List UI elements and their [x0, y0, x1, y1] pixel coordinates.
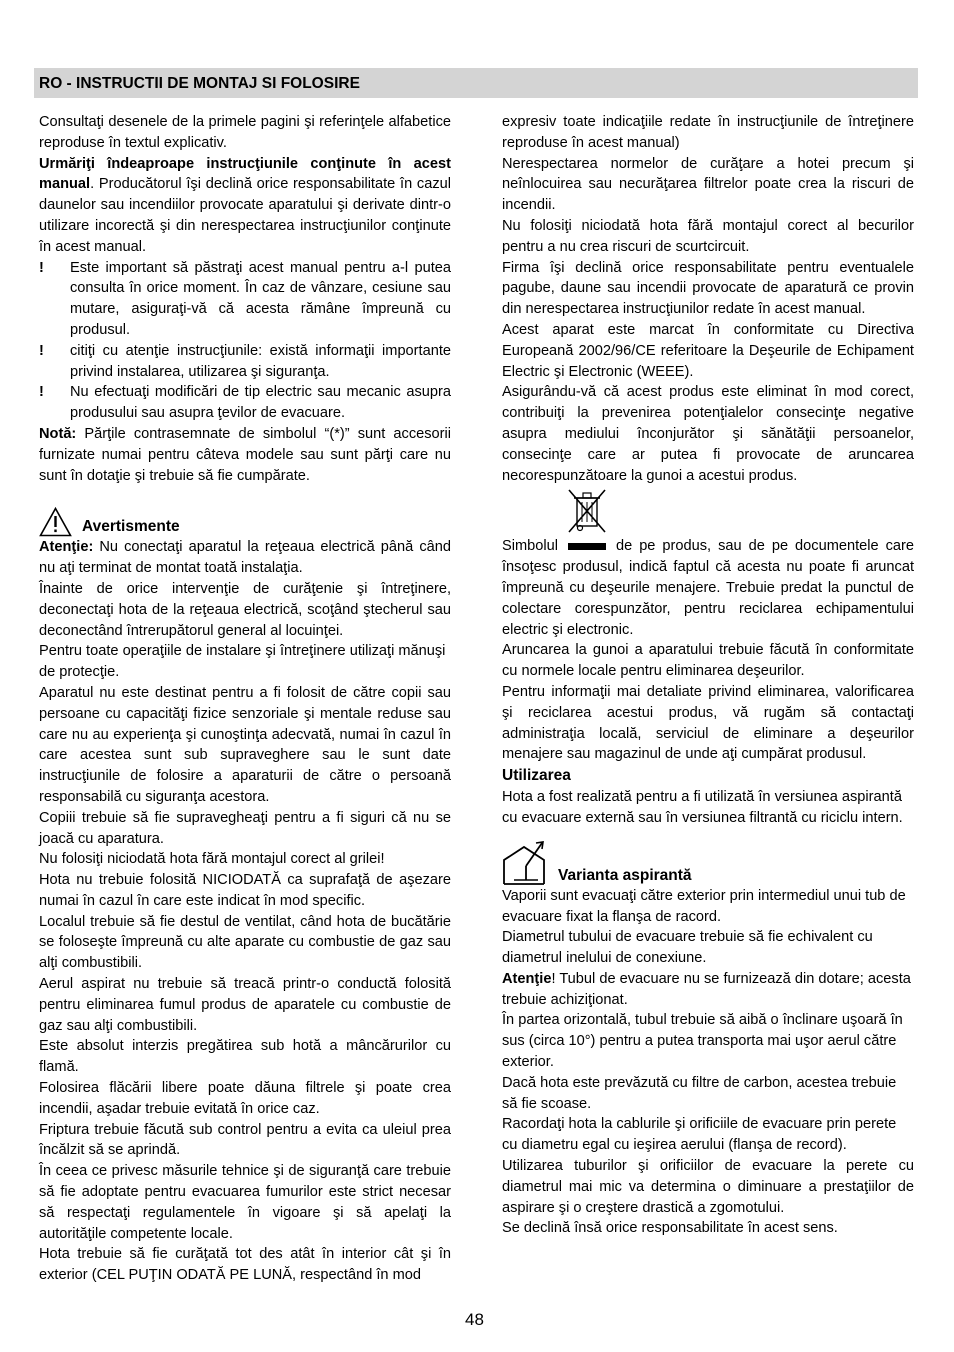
exclamation-bullet: ! — [39, 384, 44, 401]
ventilation-paragraph: Localul trebuie să fie destul de ventilat, când hota de bucătărie se foloseşte împreună cu alte aparate cu combustie de gaz sau alţi combustibili. — [39, 913, 451, 972]
attention-text: Nu conectaţi aparatul la reţeaua electrică până când nu aţi terminat de montat toată instalaţia. — [39, 539, 451, 577]
disposal-benefit-paragraph: Asigurându-vă că acest produs este eliminat în mod corect, contribuiţi la prevenirea potenţialelor consecinţe negative asupra mediului înconjurător şi sănătăţii persoanelor, consecinţe care ar putea fi provocate de aruncarea necorespunzătoare la gunoi a acestui produs. — [502, 384, 914, 484]
attention-label: Atenţie: — [39, 539, 94, 556]
flambe-paragraph: Este absolut interzis pregătirea sub hotă a mâncărurilor cu flamă. — [39, 1038, 451, 1076]
horizontal-paragraph: În partea orizontală, tubul trebuie să aibă o înclinare uşoară în sus (circa 10°) pentru a putea transporta mai uşor aerul către exterior. — [502, 1012, 903, 1071]
continued-paragraph: expresiv toate indicaţiile redate în instrucţiunile de întreţinere reproduse în acest manual) — [502, 114, 914, 151]
symbol-text: de pe produs, sau de pe documentele care însoţesc produsul, indică faptul că acesta nu poate fi aruncat împreună cu deşeurile menajere. Trebuie predat la punctul de colectare corespunzător, pentru reciclarea echipamentului electric şi electronic. — [502, 538, 914, 638]
aspirant-heading: Varianta aspirantă — [558, 866, 692, 884]
hygiene-paragraph: Nerespectarea normelor de curăţare a hotei precum şi neînlocuirea sau necurăţarea filtrelor poate crea la riscuri de incendii. — [502, 155, 914, 214]
follow-instructions-paragraph — [39, 154, 451, 258]
aspirant-heading-row — [502, 841, 914, 886]
page-number: 48 — [465, 1310, 484, 1329]
connect-paragraph: Racordaţi hota la cablurile şi orificiile de evacuare prin perete cu diametru egal cu ieşirea aerului (flanşa de record). — [502, 1116, 897, 1154]
warning-triangle-icon — [39, 507, 72, 537]
exclamation-bullet: ! — [39, 342, 44, 359]
symbol-prefix: Simbolul — [502, 538, 558, 555]
attention-tube-label: Atenţie — [502, 970, 552, 987]
vapors-paragraph: Vaporii sunt evacuaţi către exterior prin intermediul unui tub de evacuare fixat la flanşa de racord. — [502, 887, 906, 925]
gloves-paragraph: Pentru toate operaţiile de instalare şi întreţinere utilizaţi mănuşi de protecţie. — [39, 643, 446, 681]
bullet-text: citiţi cu atenţie instrucţiunile: există informaţii importante privind instalarea, utilizarea şi siguranţa. — [70, 342, 451, 380]
bullet-text: Nu efectuaţi modificări de tip electric sau mecanic asupra produsului sau asupra ţevilor de evacuare. — [70, 384, 451, 422]
usage-heading: Utilizarea — [502, 767, 571, 785]
section-header-bar — [34, 68, 918, 98]
right-column — [502, 112, 914, 1239]
duct-paragraph: Aerul aspirat nu trebuie să treacă printr-o conductă folosită pentru eliminarea fumul produs de aparatele cu combustie de gaz sau alţi combustibili. — [39, 976, 451, 1034]
follow-instructions-bold: Urmăriţi îndeaproape instrucţiunile conţinute în acest manual — [39, 155, 451, 193]
diameter-paragraph: Diametrul tubului de evacuare trebuie să fie echivalent cu diametrul inelului de conexiune. — [502, 929, 873, 967]
carbon-filter-paragraph: Dacă hota este prevăzută cu filtre de carbon, acestea trebuie să fie scoase. — [502, 1074, 897, 1112]
attention-tube-paragraph — [502, 969, 914, 1011]
follow-instructions-text: . Producătorul îşi declină orice responsabilitate în cazul daunelor sau incendiilor provocate aparatului şi derivate dintr-o utilizare incorectă şi din nerespectarea instrucţiunilor conţinute în acest manual. — [39, 176, 451, 255]
open-flame-paragraph: Folosirea flăcării libere poate dăuna filtrele şi poate crea incendii, aşadar trebuie evitată în orice caz. — [39, 1080, 451, 1117]
intro-paragraph: Consultaţi desenele de la primele pagini şi referinţele alfabetice reproduse în textul explicativ. — [39, 114, 451, 151]
cleaning-paragraph: Înainte de orice intervenţie de curăţenie şi întreţinere, deconectaţi hota de la reţeaua electrică, scoţând ştecherul sau deconectând întrerupătorul general al locuinţei. — [39, 580, 451, 639]
note-paragraph — [39, 424, 451, 486]
disposal-rules-paragraph: Aruncarea la gunoi a aparatului trebuie făcută în conformitate cu normele locale pentru eliminarea deşeurilor. — [502, 642, 914, 680]
bullet-item — [39, 258, 451, 341]
frying-paragraph: Friptura trebuie făcută sub control pentru a evita ca uleiul prea încălzit să se aprindă. — [39, 1121, 451, 1159]
exclamation-bullet: ! — [39, 259, 44, 276]
usage-paragraph: Hota a fost realizată pentru a fi utilizată în versiunea aspirantă cu evacuare externă sau în versiunea filtrantă cu riciclu intern. — [502, 789, 903, 826]
warnings-heading: Avertismente — [82, 518, 180, 536]
symbol-paragraph — [502, 536, 914, 640]
note-label: Notă: — [39, 425, 77, 442]
attention-paragraph — [39, 537, 451, 579]
cleaning-monthly-paragraph: Hota trebuie să fie curăţată tot des atât în interior cât şi în exterior (CEL PUŢIN ODATĂ PE LUNĂ, respectând în mod — [39, 1246, 451, 1284]
weee-icon-row — [502, 486, 914, 536]
liability-paragraph: Firma îşi declină orice responsabilitate pentru eventualele pagube, daune sau incendii provocate de aparatură ce provin din nerespectarea instrucţiunilor redate în acest manual. — [502, 259, 914, 318]
smaller-diameter-paragraph: Utilizarea tuburilor şi orificiilor de evacuare la perete cu diametrul mai mic va determina o diminuare a prestaţiilor de aspirare şi o creştere drastică a zgomotului. — [502, 1158, 914, 1216]
note-text: Părţile contrasemnate de simbolul “(*)” sunt accesorii furnizate numai pentru câteva modele sau sunt părţi care nu sunt în dotaţie şi trebuie să fie cumpărate. — [39, 425, 451, 484]
supervise-paragraph: Copiii trebuie să fie supravegheaţi pentru a fi siguri că nu se joacă cu aparatura. — [39, 809, 451, 847]
weee-bar-icon — [568, 543, 606, 550]
more-info-paragraph: Pentru informaţii mai detaliate privind eliminarea, valorificarea şi reciclarea acestui produs, vă rugăm să contactaţi administraţia locală, serviciul de eliminare a deşeurilor menajere sau magazinul de unde aţi cumpărat produsul. — [502, 683, 914, 763]
decline-paragraph: Se declină însă orice responsabilitate în acest sens. — [502, 1220, 838, 1237]
left-column — [39, 112, 451, 1286]
bullet-text: Este important să păstraţi acest manual pentru a-l putea consulta în orice moment. În caz de vânzare, cesiune sau mutare, asiguraţi-vă că acesta rămâne împreună cu produsul. — [70, 259, 451, 338]
weee-directive-paragraph: Acest aparat este marcat în conformitate cu Directiva Europeană 2002/96/CE referitoare la Deşeurile de Echipament Electric şi Electronic (WEEE). — [502, 321, 914, 380]
bullet-item — [39, 341, 451, 383]
bulbs-paragraph: Nu folosiţi niciodată hota fără montajul corect al becurilor pentru a nu crea riscuri de scurtcircuit. — [502, 217, 914, 255]
support-paragraph: Hota nu trebuie folosită NICIODATĂ ca suprafaţă de aşezare numai în cazul în care este indicat în mod specific. — [39, 872, 451, 909]
warnings-heading-row — [39, 497, 451, 537]
bullet-item — [39, 382, 451, 424]
crossed-bin-icon — [565, 486, 609, 534]
technical-measures-paragraph: În ceea ce privesc măsurile tehnice şi de siguranţă care trebuie să fie adoptate pentru evacuarea fumurilor este strict necesar să respectaţi regulamentele în vigoare şi să apelaţi la autorităţile competente locale. — [39, 1163, 451, 1242]
house-vent-icon — [502, 840, 548, 886]
section-title: RO - INSTRUCTII DE MONTAJ SI FOLOSIRE — [39, 75, 360, 92]
children-paragraph: Aparatul nu este destinat pentru a fi folosit de către copii sau persoane cu capacităţi fizice senzoriale şi mentale reduse sau care nu au experienţa şi cunoştinţa adecvată, numai în cazul în care acestea sunt sub supraveghere sau le sunt date instrucţiunile de folosire a aparaturii de către o persoană responsabilă cu siguranţa acestora. — [39, 684, 451, 805]
attention-tube-text: ! Tubul de evacuare nu se furnizează din dotare; acesta trebuie achiziţionat. — [502, 970, 911, 1008]
grill-paragraph: Nu folosiţi niciodată hota fără montajul corect al grilei! — [39, 851, 385, 868]
